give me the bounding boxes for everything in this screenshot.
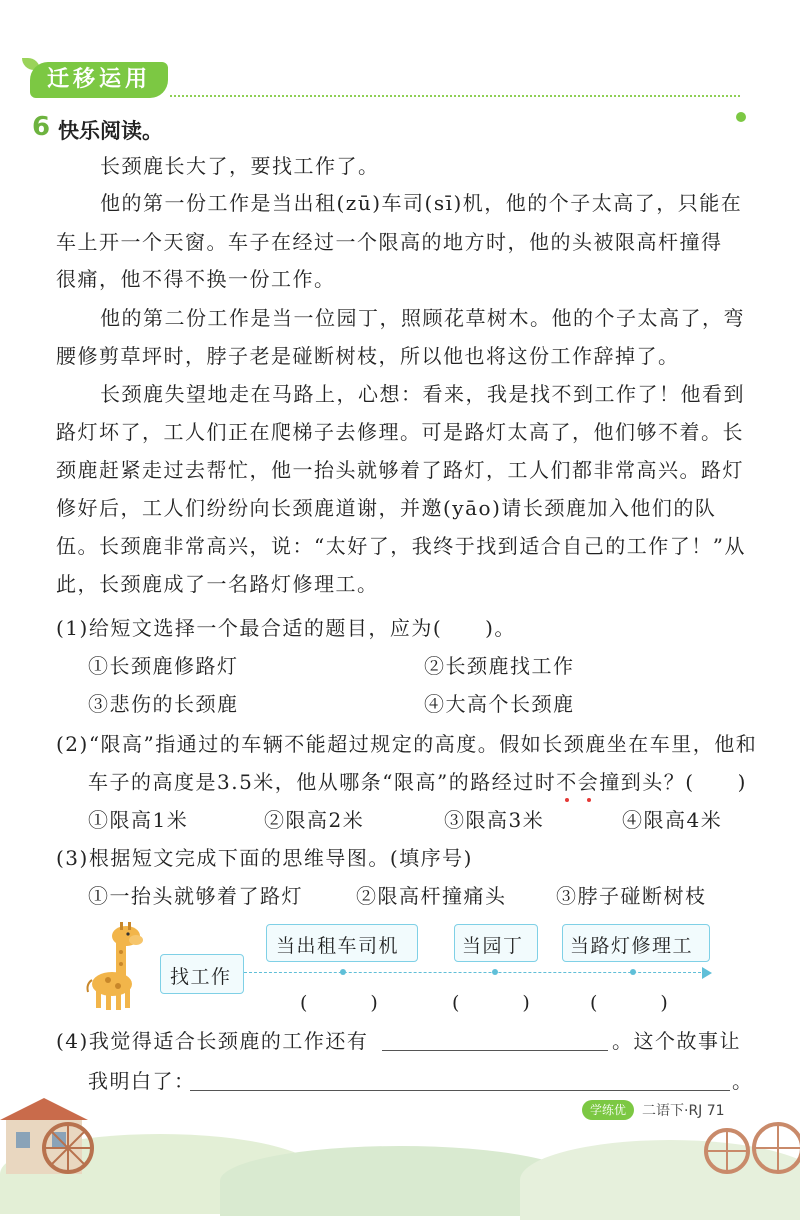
mindmap-node — [630, 969, 636, 975]
mindmap-job: 当路灯修理工 — [570, 935, 694, 957]
q3-option: ②限高杆撞痛头 — [356, 884, 507, 908]
windmill-icon — [704, 1128, 750, 1174]
mindmap-answer-blank[interactable]: ( ) — [452, 992, 532, 1014]
passage-line: 长颈鹿长大了，要找工作了。 — [100, 154, 380, 178]
passage-line: 他的第二份工作是当一位园丁，照顾花草树木。他的个子太高了，弯 — [100, 306, 745, 330]
q4-stem-end: 。这个故事让 — [612, 1029, 741, 1053]
mindmap-start: 找工作 — [170, 966, 232, 988]
emphasis-char: 会 — [577, 770, 600, 794]
mindmap-arrow — [244, 972, 706, 973]
q1-option[interactable]: ②长颈鹿找工作 — [424, 654, 575, 678]
q4-stem-end: 。 — [732, 1069, 754, 1093]
passage-line: 此，长颈鹿成了一名路灯修理工。 — [56, 572, 379, 596]
mindmap-job: 当园丁 — [462, 935, 524, 957]
q4-answer-line[interactable] — [382, 1050, 608, 1051]
passage-line: 伍。长颈鹿非常高兴，说：“太好了，我终于找到适合自己的工作了！”从 — [56, 534, 746, 558]
question-title: 快乐阅读。 — [58, 119, 163, 143]
q2-option[interactable]: ④限高4米 — [622, 808, 723, 832]
passage-line: 他的第一份工作是当出租(zū)车司(sī)机，他的个子太高了，只能在 — [100, 191, 743, 215]
question-number: 6 — [32, 112, 51, 142]
q1-option[interactable]: ③悲伤的长颈鹿 — [88, 692, 239, 716]
q4-stem: (4)我觉得适合长颈鹿的工作还有 — [56, 1029, 369, 1053]
mindmap-answer-blank[interactable]: ( ) — [300, 992, 380, 1014]
windmill-icon — [42, 1122, 94, 1174]
q2-stem: (2)“限高”指通过的车辆不能超过规定的高度。假如长颈鹿坐在车里，他和 — [56, 732, 758, 756]
passage-line: 车上开一个天窗。车子在经过一个限高的地方时，他的头被限高杆撞得 — [56, 230, 723, 254]
q4-stem: 我明白了： — [88, 1069, 196, 1093]
mindmap-job: 当出租车司机 — [276, 935, 400, 957]
passage-line: 很痛，他不得不换一份工作。 — [56, 267, 336, 291]
mindmap-answer-blank[interactable]: ( ) — [590, 992, 670, 1014]
q1-option[interactable]: ④大高个长颈鹿 — [424, 692, 575, 716]
q2-stem-part: 车子的高度是3.5米，他从哪条“限高”的路经过时 — [88, 770, 557, 794]
mindmap-node — [492, 969, 498, 975]
section-banner: 迁移运用 — [30, 62, 168, 98]
q4-answer-line[interactable] — [190, 1090, 730, 1091]
passage-line: 腰修剪草坪时，脖子老是碰断树枝，所以他也将这份工作辞掉了。 — [56, 344, 680, 368]
q2-option[interactable]: ②限高2米 — [264, 808, 365, 832]
windmill-icon — [748, 1118, 800, 1174]
passage-line: 路灯坏了，工人们正在爬梯子去修理。可是路灯太高了，他们够不着。长 — [56, 420, 744, 444]
mindmap-node — [340, 969, 346, 975]
q2-stem-line2 — [88, 766, 747, 798]
q3-stem: (3)根据短文完成下面的思维导图。(填序号) — [56, 846, 473, 870]
q2-option[interactable]: ①限高1米 — [88, 808, 189, 832]
arrow-head-icon — [702, 967, 712, 979]
q3-option: ①一抬头就够着了路灯 — [88, 884, 303, 908]
dotted-divider — [170, 95, 740, 97]
divider-end-dot — [736, 112, 746, 122]
passage-line: 长颈鹿失望地走在马路上，心想：看来，我是找不到工作了！他看到 — [100, 382, 745, 406]
q1-option[interactable]: ①长颈鹿修路灯 — [88, 654, 239, 678]
q2-option[interactable]: ③限高3米 — [444, 808, 545, 832]
emphasis-char: 不 — [556, 770, 578, 794]
page-footer: 二语下·RJ 71 — [642, 1103, 725, 1119]
brand-badge: 学练优 — [582, 1100, 634, 1120]
q1-stem: (1)给短文选择一个最合适的题目，应为( )。 — [56, 616, 516, 640]
giraffe-icon — [84, 922, 154, 1012]
q3-option: ③脖子碰断树枝 — [556, 884, 707, 908]
q2-stem-part: 撞到头？( ) — [599, 770, 747, 794]
passage-line: 修好后，工人们纷纷向长颈鹿道谢，并邀(yāo)请长颈鹿加入他们的队 — [56, 496, 717, 520]
passage-line: 颈鹿赶紧走过去帮忙，他一抬头就够着了路灯，工人们都非常高兴。路灯 — [56, 458, 744, 482]
